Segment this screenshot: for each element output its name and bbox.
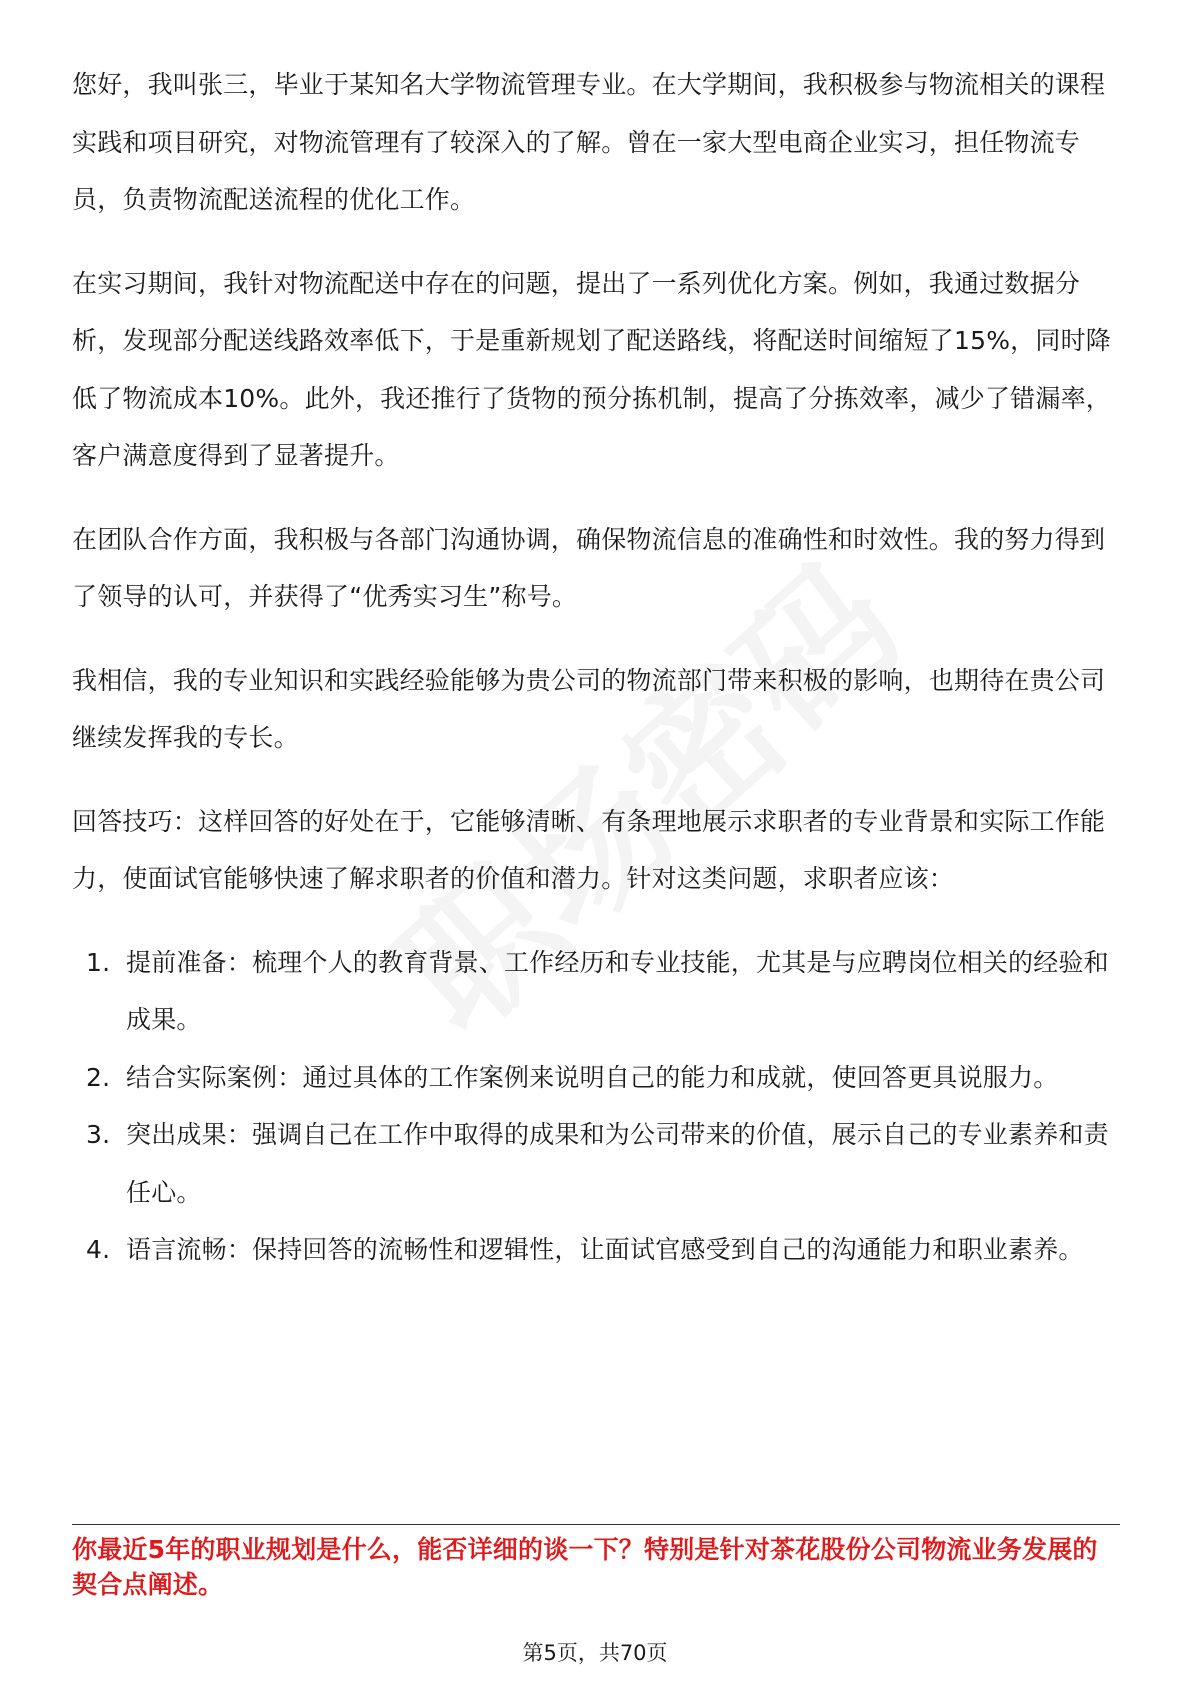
list-item bbox=[72, 1049, 1122, 1107]
paragraph-closing: 我相信，我的专业知识和实践经验能够为贵公司的物流部门带来积极的影响，也期待在贵公司继续发挥我的专长。 bbox=[72, 665, 1106, 752]
list-item bbox=[72, 934, 1122, 1049]
list-item-number: 2. bbox=[86, 1062, 111, 1092]
paragraph-internship: 在实习期间，我针对物流配送中存在的问题，提出了一系列优化方案。例如，我通过数据分析，发现部分配送线路效率低下，于是重新规划了配送路线，将配送时间缩短了15%，同时降低了物流成本10%。此外，我还推行了货物的预分拣机制，提高了分拣效率，减少了错漏率，客户满意度得到了显著提升。 bbox=[72, 268, 1111, 470]
list-item-number: 3. bbox=[86, 1120, 111, 1149]
paragraph-tips-intro: 回答技巧：这样回答的好处在于，它能够清晰、有条理地展示求职者的专业背景和实际工作能力，使面试官能够快速了解求职者的价值和潜力。针对这类问题，求职者应该： bbox=[72, 806, 1106, 893]
page-number: 第5页，共70页 bbox=[522, 1641, 668, 1665]
paragraph-intro: 您好，我叫张三，毕业于某知名大学物流管理专业。在大学期间，我积极参与物流相关的课程实践和项目研究，对物流管理有了较深入的了解。曾在一家大型电商企业实习，担任物流专员，负责物流配送流程的优化工作。 bbox=[72, 70, 1106, 214]
paragraph-teamwork: 在团队合作方面，我积极与各部门沟通协调，确保物流信息的准确性和时效性。我的努力得到了领导的认可，并获得了“优秀实习生”称号。 bbox=[72, 524, 1106, 611]
tips-list bbox=[72, 934, 1122, 1279]
list-item-number: 4. bbox=[86, 1235, 111, 1264]
answer-content bbox=[72, 56, 1122, 1279]
list-item bbox=[72, 1221, 1122, 1279]
list-item-text: 结合实际案例：通过具体的工作案例来说明自己的能力和成就，使回答更具说服力。 bbox=[126, 1062, 1059, 1092]
section-divider bbox=[72, 1524, 1120, 1525]
list-item bbox=[72, 1106, 1122, 1221]
list-item-number: 1. bbox=[86, 947, 111, 977]
list-item-text: 突出成果：强调自己在工作中取得的成果和为公司带来的价值，展示自己的专业素养和责任心。 bbox=[126, 1120, 1109, 1207]
list-item-text: 提前准备：梳理个人的教育背景、工作经历和专业技能，尤其是与应聘岗位相关的经验和成果。 bbox=[126, 947, 1109, 1034]
next-question: 你最近5年的职业规划是什么，能否详细的谈一下？特别是针对茶花股份公司物流业务发展的契合点阐述。 bbox=[72, 1535, 1098, 1599]
list-item-text: 语言流畅：保持回答的流畅性和逻辑性，让面试官感受到自己的沟通能力和职业素养。 bbox=[126, 1235, 1084, 1264]
